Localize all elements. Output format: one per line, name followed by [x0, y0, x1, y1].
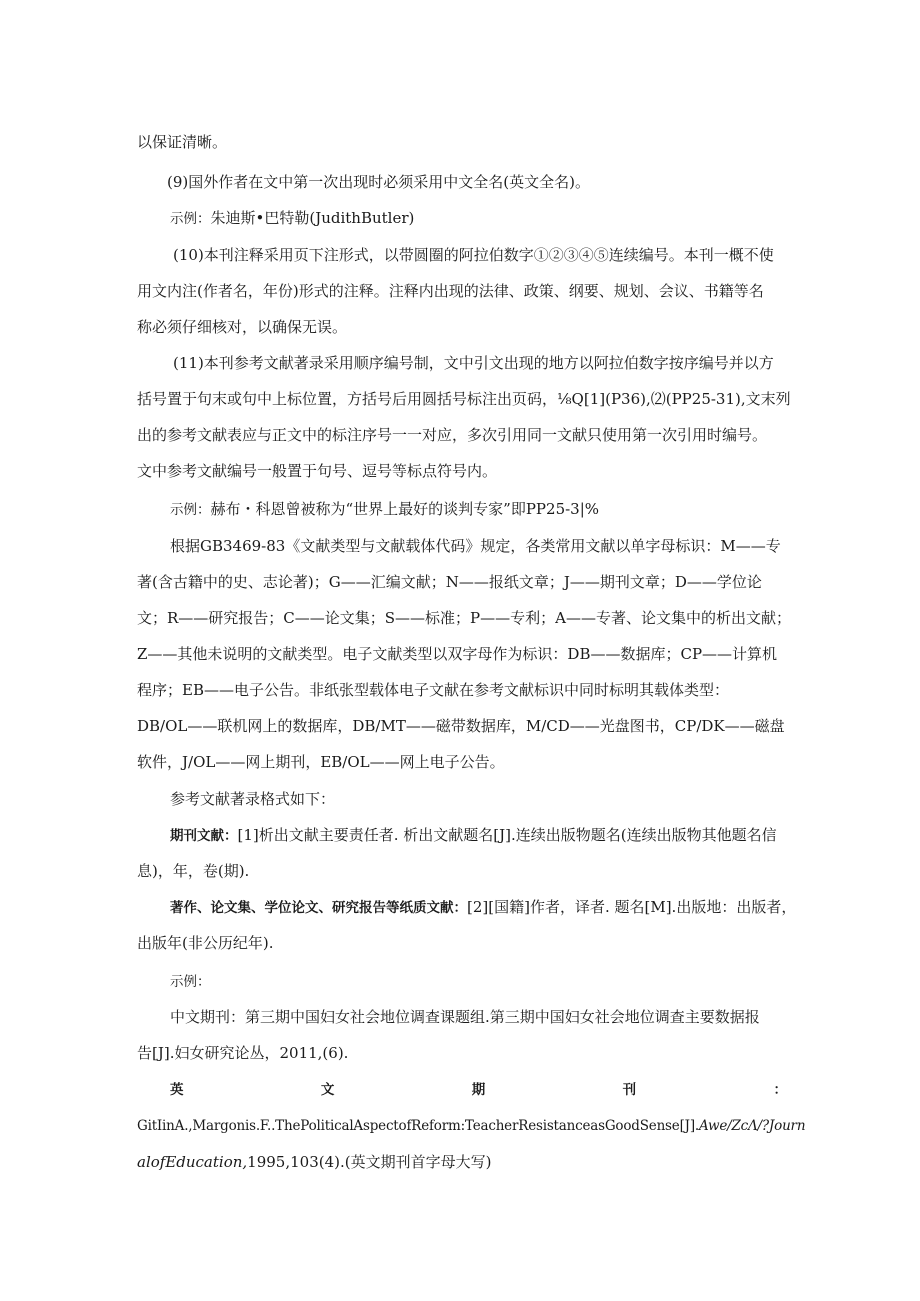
paragraph-line: 中文期刊：第三期中国妇女社会地位调查课题组.第三期中国妇女社会地位调查主要数据报: [170, 1008, 760, 1026]
paragraph-line: 文中参考文献编号一般置于句号、逗号等标点符号内。: [137, 462, 498, 480]
reference-example-line: [137, 1152, 787, 1172]
heading-char: 期: [471, 1082, 486, 1098]
reference-example-text: GitIinA.,Margonis.F..ThePoliticalAspectofReform:TeacherResistanceasGoodSense[J].: [137, 1118, 700, 1134]
example-line: [170, 971, 787, 992]
heading-char: 英: [170, 1082, 184, 1098]
paragraph-line: 用文内注(作者名，年份)形式的注释。注释内出现的法律、政策、纲要、规划、会议、书籍等名: [137, 282, 764, 300]
example-label: 示例：: [170, 974, 211, 990]
paragraph-line: 以保证清晰。: [137, 133, 228, 151]
reference-example-italic: Awe/ZcΛ/?Journ: [699, 1118, 806, 1134]
paragraph-line: (11)本刊参考文献著录采用顺序编号制，文中引文出现的地方以阿拉伯数字按序编号并以方: [173, 354, 774, 372]
paragraph-line: (10)本刊注释采用页下注形式，以带圆圈的阿拉伯数字①②③④⑤连续编号。本刊一概不使: [173, 246, 774, 264]
english-journal-heading: [170, 1080, 787, 1100]
paragraph-line: 著(含古籍中的史、志论著)；G——汇编文献；N——报纸文章；J——期刊文章；D——学位论: [137, 573, 762, 591]
example-text: 赫布・科恩曾被称为“世界上最好的谈判专家”即PP25-3|%: [210, 500, 600, 518]
paragraph-line: 软件，J/OL——网上期刊，EB/OL——网上电子公告。: [137, 753, 505, 771]
paragraph-line: (9)国外作者在文中第一次出现时必须采用中文全名(英文全名)。: [167, 173, 590, 191]
paragraph-line: 告[J].妇女研究论丛，2011,(6).: [137, 1044, 349, 1062]
paragraph-line: 括号置于句末或句中上标位置，方括号后用圆括号标注出页码，⅛Q[1](P36),⑵(PP25-31),文末列: [137, 390, 791, 408]
reference-format-label: 期刊文献：: [170, 828, 238, 844]
paragraph-line: 文；R——研究报告；C——论文集；S——标准；P——专利；A——专著、论文集中的析出文献；: [137, 609, 791, 627]
paragraph-line: DB/OL——联机网上的数据库，DB/MT——磁带数据库，M/CD——光盘图书，CP/DK——磁盘: [137, 717, 785, 735]
paragraph-line: 称必须仔细核对，以确保无误。: [137, 318, 348, 336]
example-label: 示例：: [170, 502, 211, 518]
reference-example-italic: alofEducation,: [137, 1153, 248, 1171]
reference-format-text: [1]析出文献主要责任者. 析出文献题名[J].连续出版物题名(连续出版物其他题名信: [237, 826, 777, 844]
paragraph-line: Z——其他未说明的文献类型。电子文献类型以双字母作为标识：DB——数据库；CP——计算机: [137, 645, 778, 663]
example-line: [170, 208, 787, 229]
reference-format-line: [170, 825, 787, 846]
paragraph-line: 根据GB3469-83《文献类型与文献载体代码》规定，各类常用文献以单字母标识：M——专: [170, 537, 781, 555]
paragraph-line: 参考文献著录格式如下：: [170, 790, 336, 808]
heading-char: 刊: [622, 1082, 637, 1098]
reference-example-line: [137, 1116, 806, 1136]
paragraph-line: 出版年(非公历纪年).: [137, 934, 274, 952]
paragraph-line: 程序；EB——电子公告。非纸张型载体电子文献在参考文献标识中同时标明其载体类型：: [137, 681, 729, 699]
example-label: 示例：: [170, 211, 211, 227]
heading-char: ：: [773, 1082, 787, 1098]
example-line: [170, 499, 787, 520]
reference-format-label: 著作、论文集、学位论文、研究报告等纸质文献：: [170, 900, 467, 916]
reference-example-text: 1995,103(4).(英文期刊首字母大写): [247, 1153, 492, 1171]
heading-char: 文: [320, 1082, 335, 1098]
paragraph-line: 息)，年，卷(期).: [137, 862, 250, 880]
paragraph-line: 出的参考文献表应与正文中的标注序号一一对应，多次引用同一文献只使用第一次引用时编号。: [137, 426, 768, 444]
reference-format-line: [170, 897, 797, 918]
reference-format-text: [2][国籍]作者，译者. 题名[M].出版地：出版者，: [467, 898, 797, 916]
example-text: 朱迪斯•巴特勒(JudithButler): [210, 209, 415, 227]
